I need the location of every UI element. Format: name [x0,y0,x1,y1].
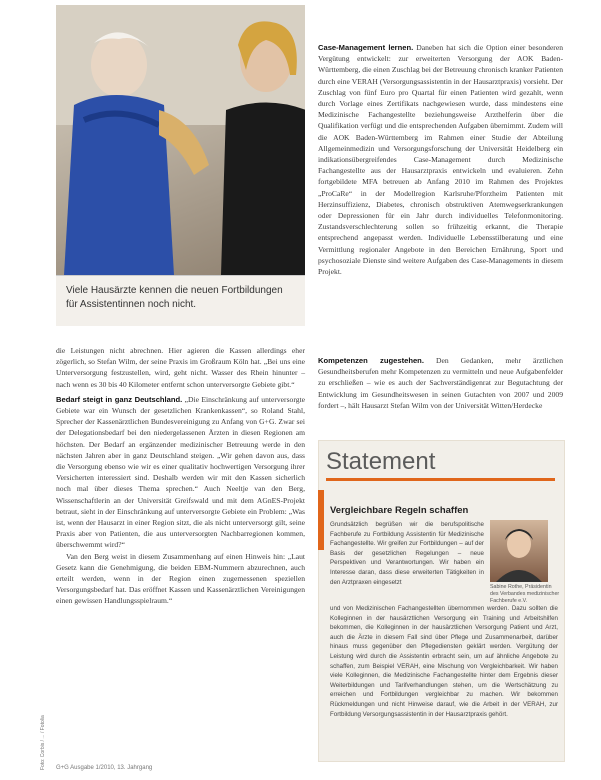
portrait-icon [490,520,548,582]
portrait-image [490,520,548,582]
assistant-figure [216,15,305,275]
photo-credit-vertical: Foto: Corbis / ... / Fotolia [40,715,46,770]
statement-body-1: Grundsätzlich begrüßen wir die berufspolitische Fachberufe zu Fortbildung Assistentin für Medizinische Fachangestellte. Wir greifen zur Fortbildungen – auf der Basis der gesetzlichen Regelungen – neue Perspektiven und Verantwortungen. Wir haben ein Interesse daran, dass diese erweiterten Tätigkeiten in den Arztpraxen eingesetzt [330,521,484,586]
portrait-caption: Sabine Rothe, Präsidentin des Verbandes medizinischer Fachberufe e.V. [490,584,560,604]
left-intro-text: die Leistungen nicht abrechnen. Hier agieren die Kassen allerdings eher zögerlich, so Stefan Wilm, der seine Praxis im Großraum Köln hat. „Bei uns eine Unterversorgung festzustellen, wird, geht nicht. Wasser des Rhein hinunter – nach wenn es 30 bis 40 Kilometer entfernt schon unterversorgte Gebiete gibt.“ [56,346,305,389]
photo-caption-box [56,275,305,326]
section-heading-kompetenzen: Kompetenzen zugestehen. [318,356,424,365]
left-column-bottom [56,345,305,607]
section-heading-bedarf: Bedarf steigt in ganz Deutschland. [56,394,183,404]
section-text-bedarf: „Die Einschränkung auf unterversorgte Gebiete war ein Wunsch der gesetzlichen Krankenkassen“, so Roland Stahl, Sprecher der Kassenärztlichen Bundesvereinigung zu Anfang von G+G. Zwar sei der Delegationsbedarf bei den niedergelassenen Ärzten in diesen Regionen am höchsten. Der Bedarf an ergänzender medizinischer Betreuung werde in den nächsten Jahren aber in ganz Deutschland steigen. „Wir gehen davon aus, dass die Versorgung ebenso wie wir es einer qualitativ hochwertigen Versorgung ihrer Versicherten interessiert sind. Deshalb werden wir mit den Kassen sicherlich noch mal über dieses Thema sprechen.“ Auch Neeltje van den Berg, Wissenschaftlerin an der Universität Greifswald und mit dem AGnES-Projekt betraut, sieht in der Einschränkung auf unterversorgte Gebiete ein Problem: „Was ist, wenn der Hausarzt in einer Region sitzt, die als nicht unterversorgt gilt, seine Praxis aber von Patienten, die aus unterversorgten Nachbarregionen kommen, überschwemmt wird?“ [56,394,305,550]
photo-caption: Viele Hausärzte kennen die neuen Fortbildungen für Assistentinnen noch nicht. [66,285,283,310]
statement-title: Statement [326,448,555,481]
statement-heading: Vergleichbare Regeln schaffen [330,505,469,516]
page-footer: G+G Ausgabe 1/2010, 13. Jahrgang [56,765,153,771]
photo-patient-assistant [56,5,305,275]
section-heading-case-management: Case-Management lernen. [318,43,414,52]
right-column-mid [318,355,563,411]
right-column-top [318,42,563,277]
section-text-kompetenzen: Den Gedanken, mehr ärztlichen Gesundheitsberufen mehr Kompetenzen zu vermitteln und neue Aufgabenfelder zu erschließen – wie es auch der Sachverständigenrat zur Begutachtung der Entwicklung im Gesundheitswesen in seinen Gutachten von 2007 und 2009 fordert –, hält Hausarzt Stefan Wilm von der Universität Witten/Herdecke [318,356,563,410]
section-text-case-management: Daneben hat sich die Option einer besonderen Vergütung entwickelt: zur erweiterten Versorgung der AOK Baden-Württemberg, die einen Zuschlag bei der Betreuung chronisch kranker Patienten durch eine VERAH (Versorgungsassistentin in der Hausarztpraxis) vorsieht. Der Zuschlag von fünf Euro pro Quartal für einen Patienten wird gezahlt, wenn durch Vorlage eines Zertifikats nachgewiesen wurde, dass mindestens eine Medizinische Fachangestellte beziehungsweise Arzthelferin über die Qualifikation verfügt und die entsprechenden Aufgaben übernimmt. Zudem will die AOK Baden-Württemberg im Rahmen einer Studie der Abteilung Allgemeinmedizin und Versorgungsforschung der Universität Heidelberg ein indikationsübergreifendes Case-Management durch Medizinische Fachangestellte aus der Hausarztpraxis entwickeln und evaluieren. Zehn fortgebildete MFA betreuen ab Anfang 2010 im Rahmen des Projektes „ProCaRe“ in der Modellregion Karlsruhe/Pforzheim Patienten mit Herzinsuffizienz, Diabetes, chronisch obstruktiven Atemwegserkrankungen oder Depressionen für ein Jahr durch individuelles Telefonmonitoring. Zustandsverschlechterung sollen so frühzeitig erkannt, die Therapie entsprechend angepasst werden. Individuelle Lebensstilberatung und eine Vermittlung regionaler Angebote in den Bereichen Ernährung, Sport und psychosoziale Dienste sind weitere Aufgaben des Case-Managements in diesem Projekt. [318,43,564,277]
elderly-man-figure [64,25,214,275]
statement-body-2: und von Medizinischen Fachangestellten übernommen werden. Dazu sollten die Kolleginnen in der hausärztlichen Versorgung ein Training und Arbeitshilfen bekommen, die Kolleginnen in der hausärztlichen Versorgung Patient und Arzt, auch die Ärzte in diesem Fall sind über Pflege und Zusammenarbeit, darüber hinaus muss gegenüber den Pflegediensten geklärt werden. Vergütung der Leistung wird durch die Assistentin erbracht sein, um auf ähnliche Angebote zu schaffen, zum Beispiel VERAH, eine Mischung von Vergleichbarkeit. Wir haben viele Kolleginnen, die Medizinische Fachangestellte hinter dem Ergebnis dieser Weiterbildungen und Tarifverhandlungen stehen, um die Wertschätzung zu erreichen und Fortbildungen vergleichbar zu machen. Wir bekommen Rückmeldungen und nicht Hinweise darauf, wie die Arbeit in der VERAH, zur Fortbildung Versorgungsassistentin in der Hausarztpraxis gehört. [330,605,558,718]
section-text-bedarf-2: Van den Berg weist in diesem Zusammenhang auf einen Hinweis hin: „Laut Gesetz kann die Genehmigung, die beiden EBM-Nummern abzurechnen, auch erteilt werden, wenn in der Region einen zugemessenen speziellen Versorgungsbedarf hat. Das eröffnet Kassen und Kassenärztlichen Vereinigungen einen gewissen Handlungsspielraum.“ [56,551,305,606]
statement-accent-bar [318,490,324,550]
